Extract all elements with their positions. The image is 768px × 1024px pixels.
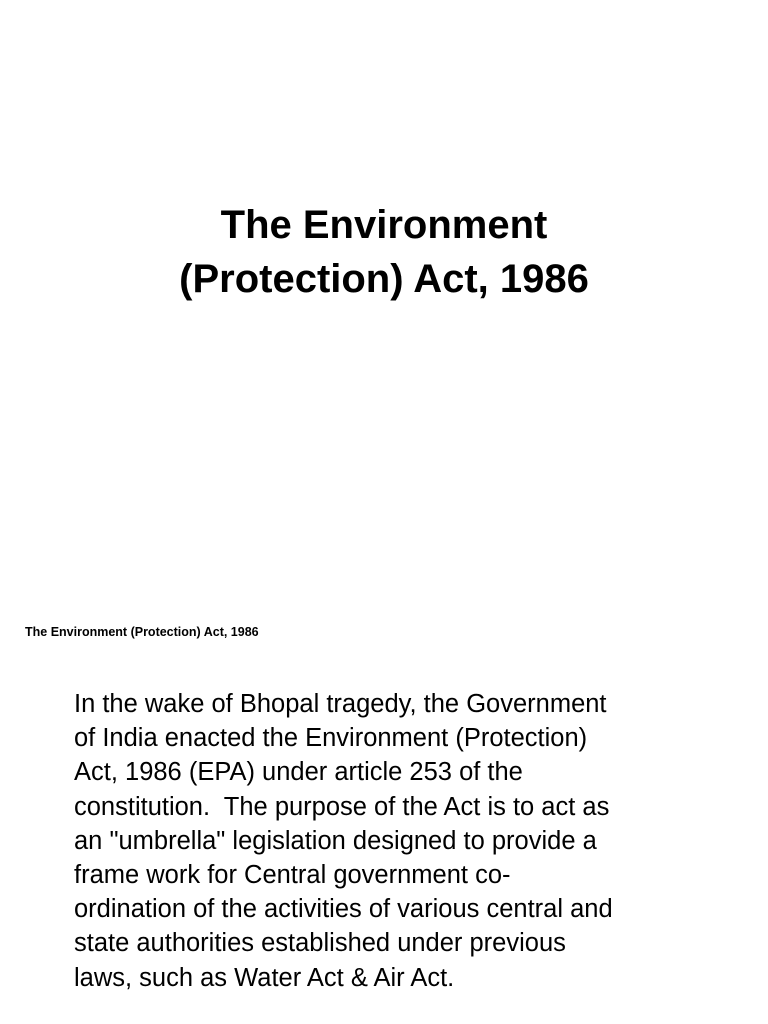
notes-body-line: In the wake of Bhopal tragedy, the Government bbox=[74, 690, 607, 718]
notes-caption: The Environment (Protection) Act, 1986 bbox=[25, 625, 259, 639]
notes-body bbox=[74, 687, 714, 995]
notes-body-line: constitution. The purpose of the Act is to act as bbox=[74, 792, 610, 821]
notes-body-line: ordination of the activities of various central and bbox=[74, 895, 613, 924]
notes-body-line: Act, 1986 (EPA) under article 253 of the bbox=[74, 758, 523, 787]
slide-title-line-1: The Environment bbox=[220, 203, 548, 247]
slide-title-line-2: (Protection) Act, 1986 bbox=[179, 257, 589, 301]
notes-body-line: an "umbrella" legislation designed to provide a bbox=[74, 826, 597, 855]
notes-body-line: laws, such as Water Act & Air Act. bbox=[74, 963, 455, 992]
notes-body-line: of India enacted the Environment (Protection) bbox=[74, 724, 588, 753]
slide-title bbox=[0, 198, 768, 306]
notes-body-line: state authorities established under previous bbox=[74, 929, 566, 958]
notes-body-line: frame work for Central government co- bbox=[74, 861, 511, 890]
